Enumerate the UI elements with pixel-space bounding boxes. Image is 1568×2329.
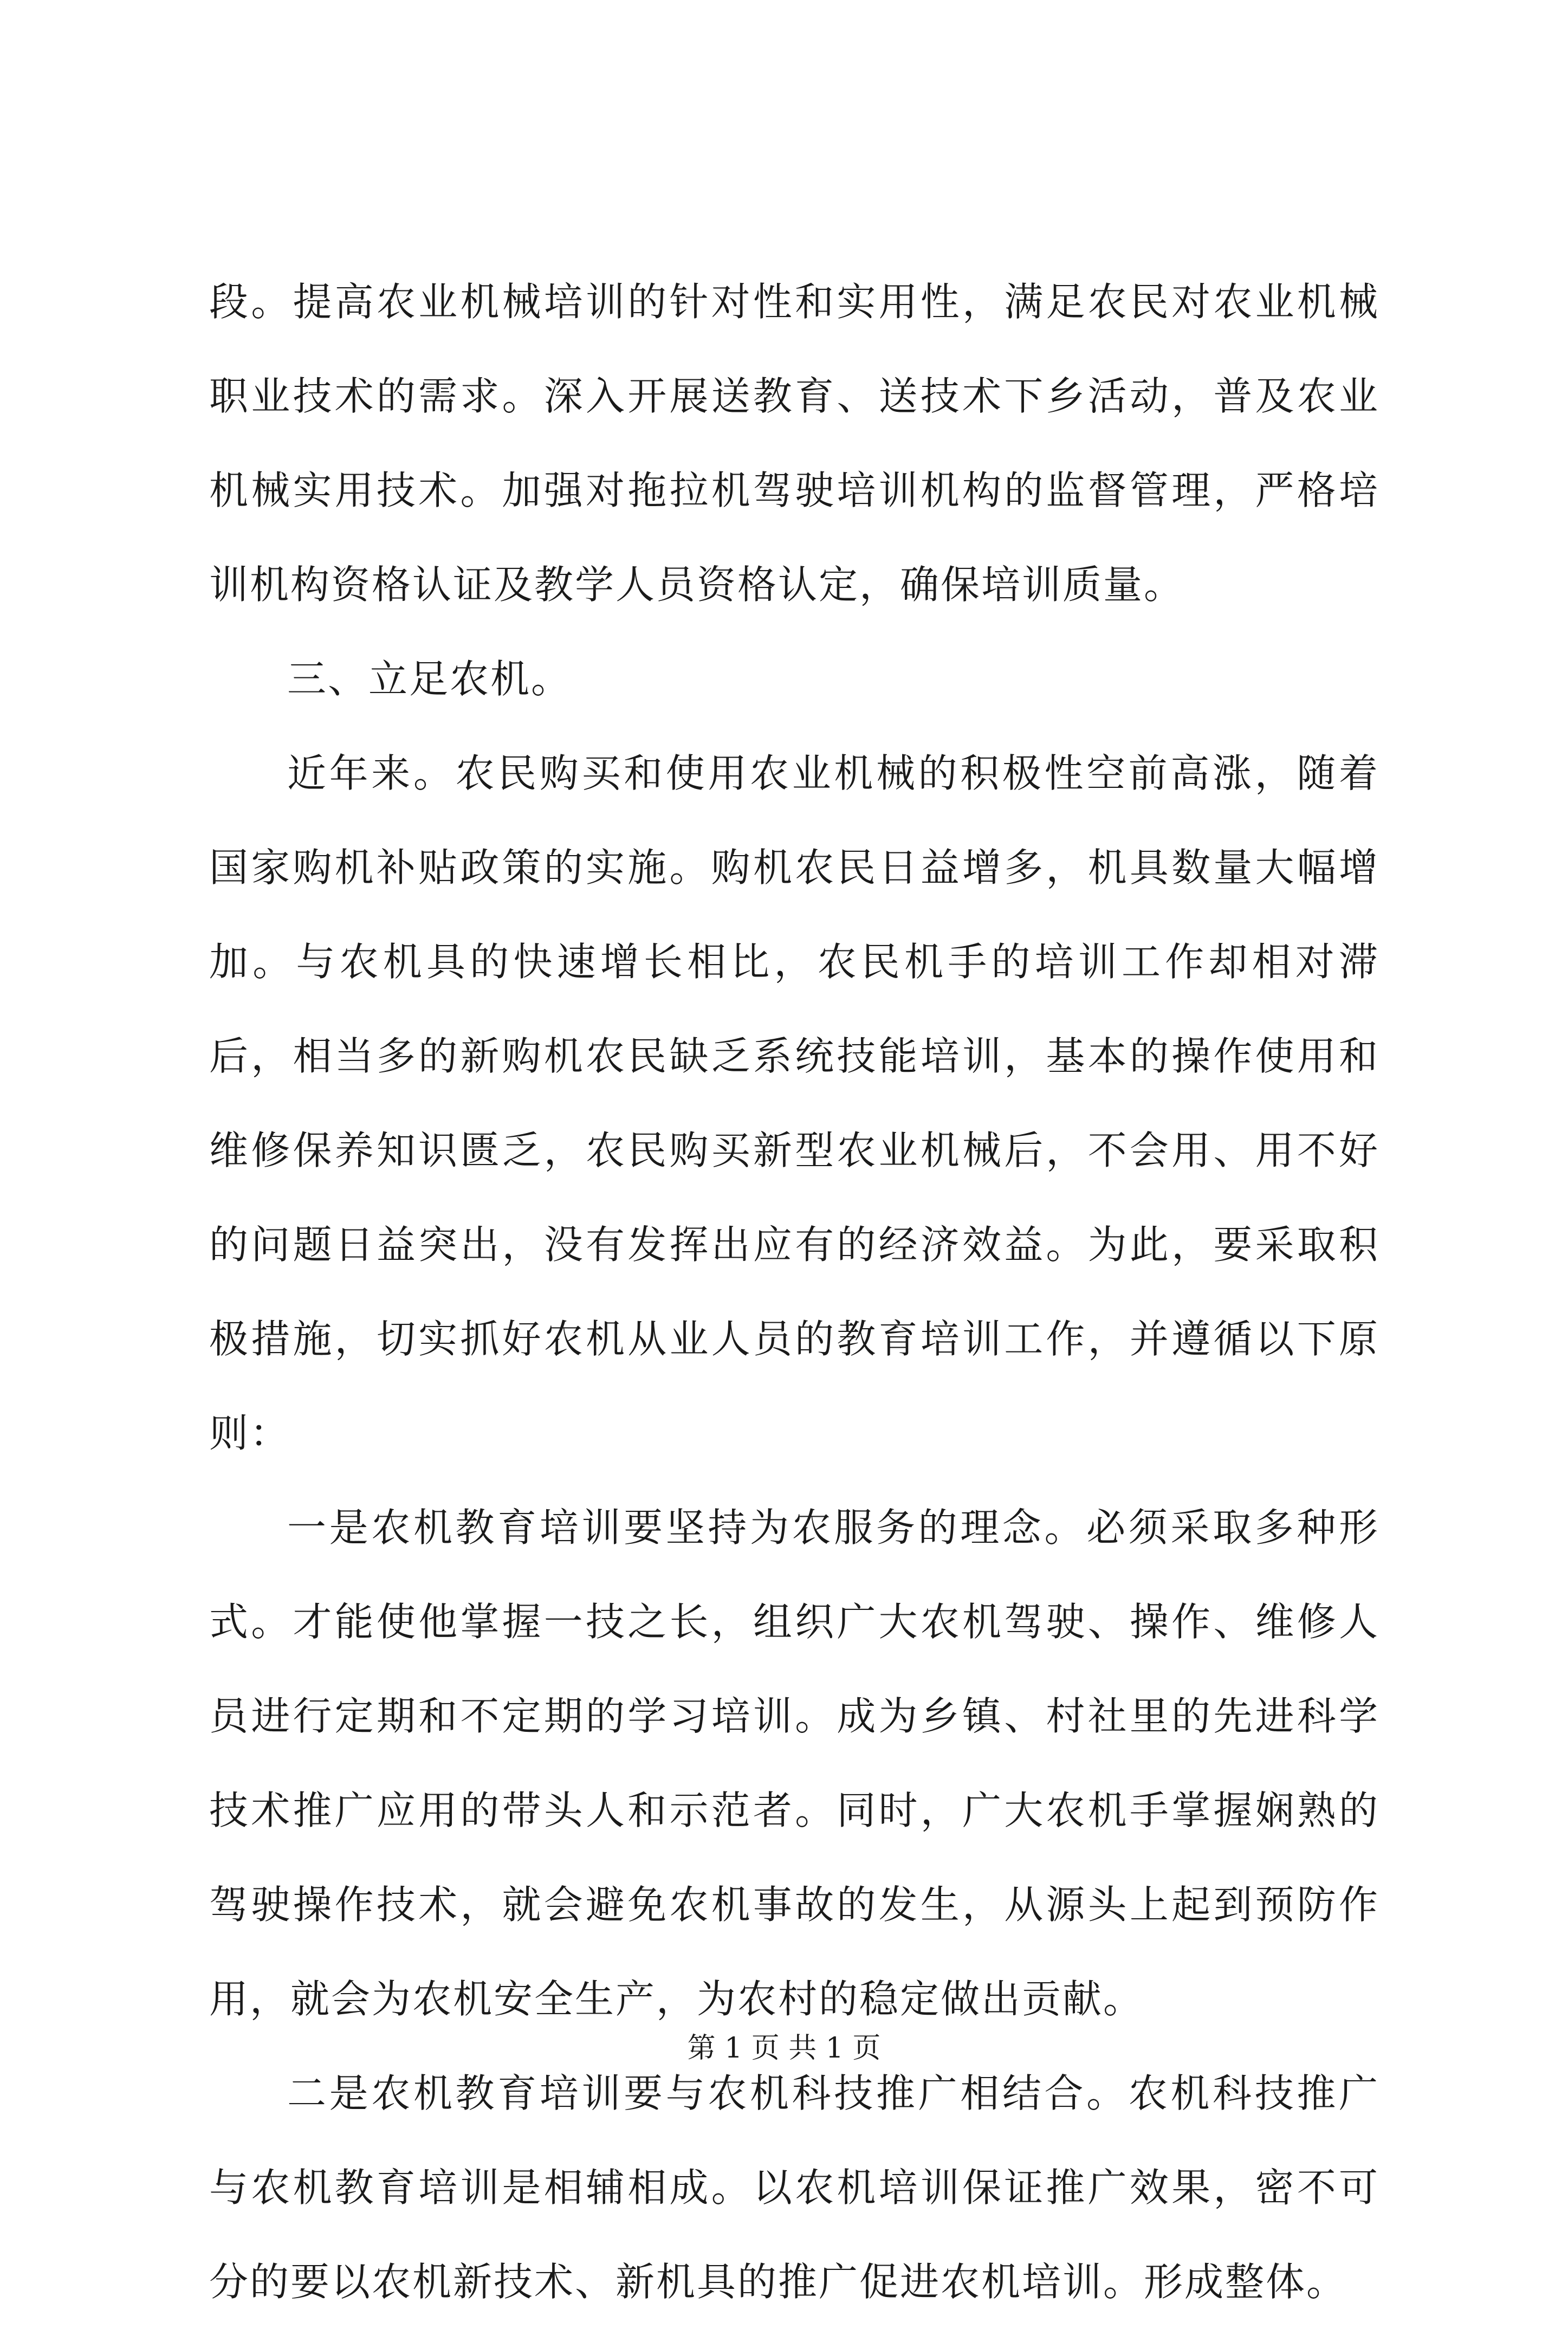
paragraph: 一是农机教育培训要坚持为农服务的理念。必须采取多种形式。才能使他掌握一技之长，组织广大农机驾驶、操作、维修人员进行定期和不定期的学习培训。成为乡镇、村社里的先进科学技术推广应用的带头人和示范者。同时，广大农机手掌握娴熟的驾驶操作技术，就会避免农机事故的发生，从源头上起到预防作用，就会为农机安全生产，为农村的稳定做出贡献。 xyxy=(209,1505,1379,2022)
document-body xyxy=(209,255,1379,2329)
page-footer: 第 1 页 共 1 页 xyxy=(687,2032,881,2065)
paragraph-continuation: 段。提高农业机械培训的针对性和实用性，满足农民对农业机械职业技术的需求。深入开展送教育、送技术下乡活动，普及农业机械实用技术。加强对拖拉机驾驶培训机构的监督管理，严格培训机构资格认证及教学人员资格认定，确保培训质量。 xyxy=(209,279,1379,607)
paragraph: 二是农机教育培训要与农机科技推广相结合。农机科技推广与农机教育培训是相辅相成。以农机培训保证推广效果，密不可分的要以农机新技术、新机具的推广促进农机培训。形成整体。 xyxy=(209,2071,1379,2305)
paragraph: 近年来。农民购买和使用农业机械的积极性空前高涨，随着国家购机补贴政策的实施。购机农民日益增多，机具数量大幅增加。与农机具的快速增长相比，农民机手的培训工作却相对滞后，相当多的新购机农民缺乏系统技能培训，基本的操作使用和维修保养知识匮乏，农民购买新型农业机械后，不会用、用不好的问题日益突出，没有发挥出应有的经济效益。为此，要采取积极措施，切实抓好农机从业人员的教育培训工作，并遵循以下原则： xyxy=(209,751,1379,1456)
section-heading: 三、立足农机。 xyxy=(287,656,572,702)
